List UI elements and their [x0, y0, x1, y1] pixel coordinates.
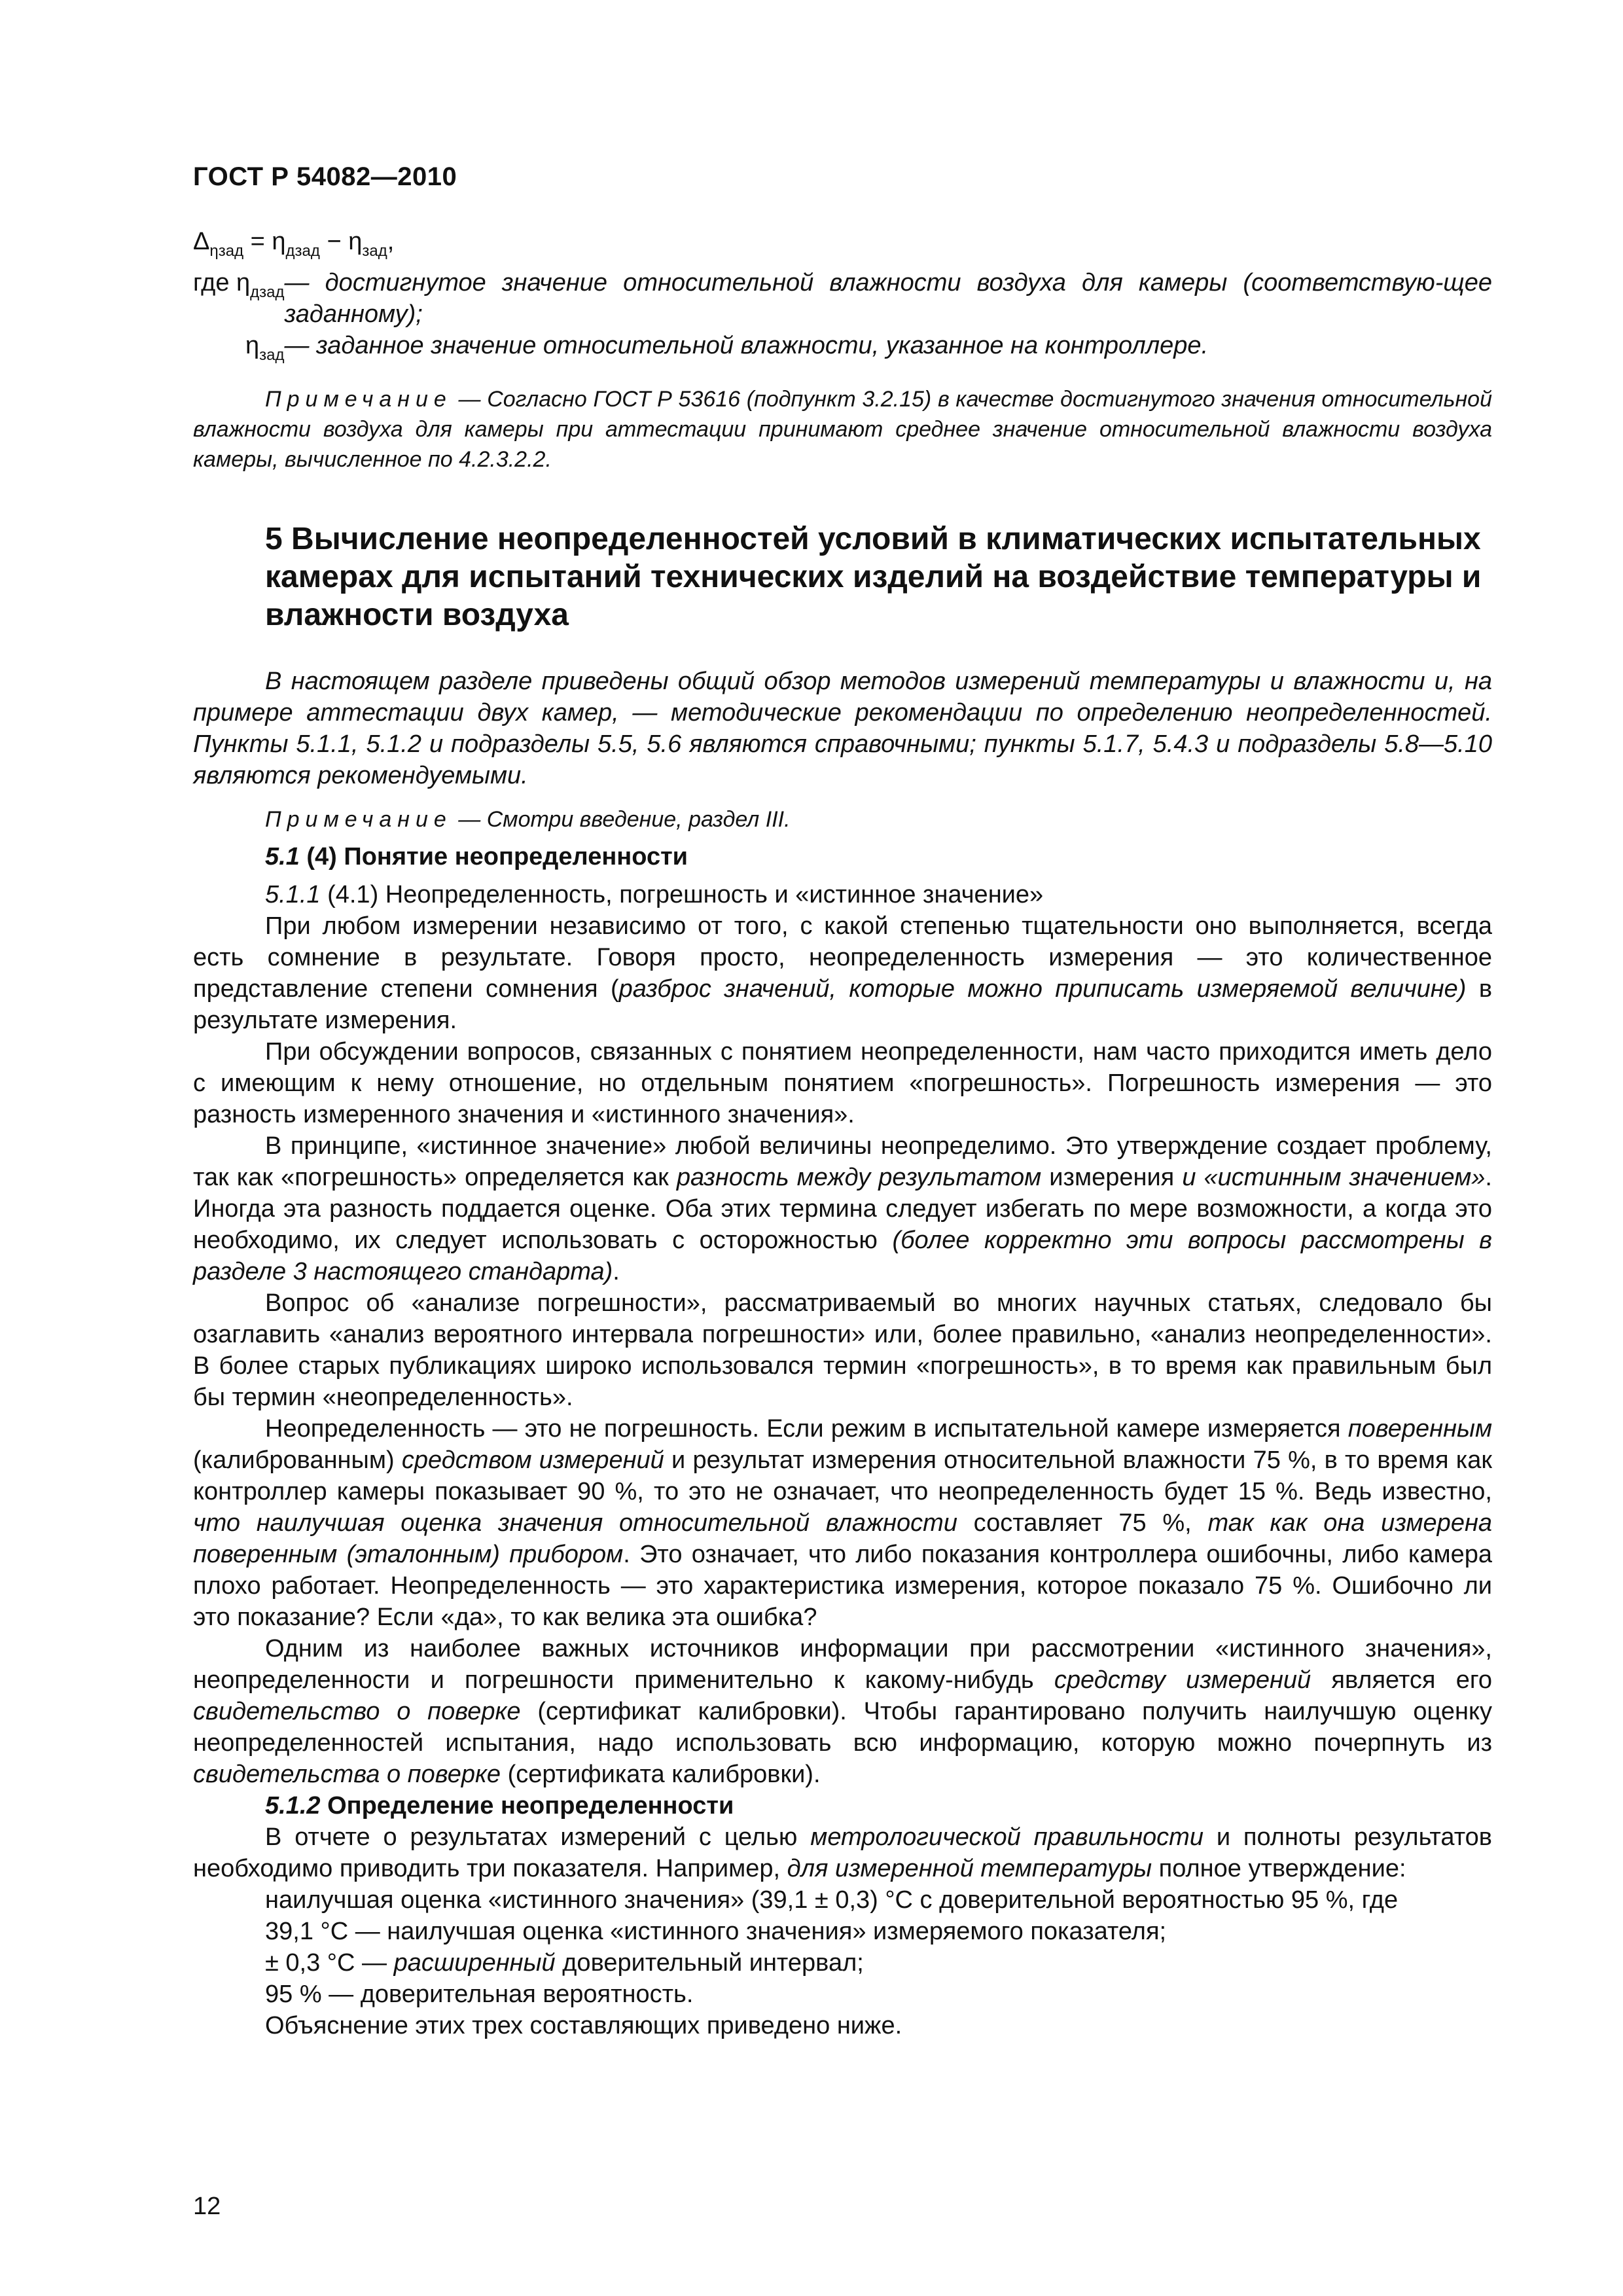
p3-c: . Иногда эта разность поддается оценке. Оба этих термина следует избегать по мере возможности, а когда это необходимо, их следует использовать с осторожностью	[193, 1164, 1492, 1254]
p6-d: (сертификата калибровки).	[501, 1761, 821, 1788]
section-5-title: 5 Вычисление неопределенностей условий в климатических испытательных камерах для испытаний технических изделий на воздействие температуры и влажности воздуха	[265, 522, 1482, 632]
p5-a: Неопределенность — это не погрешность. Если режим в испытательной камере измеряется	[265, 1415, 1348, 1443]
document-header: ГОСТ Р 54082—2010	[193, 162, 457, 191]
l3-a: ± 0,3 °С —	[265, 1949, 394, 1977]
p3-a: В принципе, «истинное значение» любой величины неопределимо. Это утверждение создает проблему, так как «погрешность» определяется как	[193, 1132, 1492, 1191]
p5-e: . Это означает, что либо показания контроллера ошибочны, либо камера плохо работает. Неопределенность — это характеристика измерения, которое показало 75 %. Ошибочно ли это показание? Если «да», то как велика эта ошибка?	[193, 1541, 1493, 1631]
note-1-text: — Согласно ГОСТ Р 53616 (подпункт 3.2.15) в качестве достигнутого значения относительной влажности воздуха для камеры при аттестации принимают среднее значение относительной влажности воздуха камеры, вычисленное по 4.2.3.2.2.	[193, 387, 1492, 472]
note-1	[193, 384, 1492, 475]
paragraph-5	[193, 1413, 1492, 1633]
subsection-5-1-1-heading	[193, 879, 1492, 910]
formula-rhs2-sub: зад	[362, 242, 387, 260]
p6-b: является его	[1311, 1666, 1492, 1694]
legend-sym-1: η	[236, 269, 251, 296]
p6-it1: средству измерений	[1054, 1666, 1311, 1694]
formula-minus: − η	[319, 228, 363, 255]
legend-lead: где	[193, 269, 237, 296]
s511-ref: (4.1)	[320, 881, 385, 908]
l3-it: расширенный	[393, 1949, 556, 1977]
paragraph-3	[193, 1130, 1492, 1287]
p6-c: (сертификат калибровки). Чтобы гарантировано получить наилучшую оценку неопределенностей испытания, надо использовать всю информацию, которую можно почерпнуть из	[193, 1698, 1493, 1757]
p3-it3: (более корректно эти вопросы рассмотрены в разделе 3 настоящего стандарта)	[193, 1227, 1493, 1285]
paragraph-7	[193, 1821, 1492, 1884]
p5-c: и результат измерения относительной влажности 75 %, в то время как контроллер камеры показывает 90 %, то это не означает, что неопределенность будет 15 %. Ведь известно,	[193, 1446, 1492, 1505]
p5-d: составляет 75 %,	[957, 1509, 1208, 1537]
formula-lhs: Δ	[193, 228, 210, 255]
p5-it3: что наилучшая оценка значения относительной влажности	[193, 1509, 957, 1537]
legend-symbol-1	[193, 267, 285, 330]
s51-num: 5.1	[265, 843, 300, 870]
page-content	[193, 226, 1492, 2041]
formula-rhs1-sub: дзад	[285, 242, 320, 260]
note-2	[193, 804, 1492, 834]
legend-sub-2: зад	[259, 346, 285, 364]
p7-it1: метрологической правильности	[810, 1823, 1204, 1851]
subsection-5-1-2-heading	[193, 1790, 1492, 1821]
formula-legend	[193, 267, 1492, 371]
p3-b: измерения	[1041, 1164, 1183, 1191]
p7-a: В отчете о результатах измерений с целью	[265, 1823, 811, 1851]
p5-it2: средством измерений	[401, 1446, 664, 1474]
p7-it2: для измеренной температуры	[787, 1855, 1152, 1882]
p1-end: в результате измерения.	[193, 975, 1493, 1034]
formula-eq: = η	[243, 228, 286, 255]
paragraph-1	[193, 910, 1492, 1036]
p3-d: .	[613, 1258, 620, 1285]
p7-c: полное утверждение:	[1152, 1855, 1406, 1882]
p6-a: Одним из наиболее важных источников информации при рассмотрении «истинного значения», неопределенности и погрешности применительно к какому-нибудь	[193, 1635, 1492, 1694]
note-2-text: — Смотри введение, раздел III.	[452, 807, 791, 832]
note-1-label: Примечание	[265, 387, 452, 412]
s512-title: Определение неопределенности	[320, 1792, 734, 1820]
legend-text-2: — заданное значение относительной влажности, указанное на контроллере.	[284, 332, 1209, 359]
paragraph-4: Вопрос об «анализе погрешности», рассматриваемый во многих научных статьях, следовало бы озаглавить «анализ вероятного интервала погрешности» или, более правильно, «анализ неопределенности». В более старых публикациях широко использовался термин «погрешность», в то время как правильным был бы термин «неопределенность».	[193, 1289, 1492, 1411]
p3-it2: и «истинным значением»	[1182, 1164, 1486, 1191]
s511-num: 5.1.1	[265, 881, 321, 908]
legend-row-1	[193, 267, 1492, 330]
list-line-3	[193, 1947, 1492, 1979]
s512-num: 5.1.2	[265, 1792, 321, 1820]
p7-b: и полноты результатов необходимо приводить три показателя. Например,	[193, 1823, 1492, 1882]
s51-title: Понятие неопределенности	[344, 843, 688, 870]
s511-title: Неопределенность, погрешность и «истинное значение»	[385, 881, 1044, 908]
list-line-1: наилучшая оценка «истинного значения» (39,1 ± 0,3) °С с доверительной вероятностью 95 %, где	[265, 1886, 1399, 1914]
subsection-5-1-heading	[193, 841, 1492, 872]
legend-symbol-2	[245, 330, 285, 371]
legend-sub-1: дзад	[250, 283, 285, 301]
p5-it4: так как она измерена поверенным (эталонным) прибором	[193, 1509, 1492, 1568]
section-5-intro: В настоящем разделе приведены общий обзор методов измерений температуры и влажности и, на примере аттестации двух камер, — методические рекомендации по определению неопределенностей. Пункты 5.1.1, 5.1.2 и подразделы 5.5, 5.6 являются справочными; пункты 5.1.7, 5.4.3 и подразделы 5.8—5.10 являются рекомендуемыми.	[193, 668, 1492, 789]
p5-it1: поверенным	[1347, 1415, 1492, 1443]
p3-it1: разность между результатом	[676, 1164, 1042, 1191]
list-line-2: 39,1 °С — наилучшая оценка «истинного значения» измеряемого показателя;	[265, 1918, 1167, 1945]
formula-lhs-sub: ηзад	[209, 242, 244, 260]
page-number: 12	[193, 2193, 221, 2220]
s51-ref: (4)	[299, 843, 344, 870]
list-line-4: 95 % — доверительная вероятность.	[265, 1981, 694, 2008]
list-line-5: Объяснение этих трех составляющих приведено ниже.	[265, 2012, 902, 2039]
legend-sym-2: η	[245, 332, 260, 359]
p1-text: При любом измерении независимо от того, с какой степенью тщательности оно выполняется, всегда есть сомнение в результате. Говоря просто, неопределенность измерения — это количественное представление степени сомнения (	[193, 912, 1492, 1003]
p6-it2: свидетельство о поверке	[193, 1698, 521, 1725]
paragraph-6	[193, 1633, 1492, 1790]
note-2-label: Примечание	[265, 807, 452, 832]
l3-b: доверительный интервал;	[555, 1949, 864, 1977]
p5-b: (калиброванным)	[193, 1446, 402, 1474]
p1-italic: разброс значений, которые можно приписать измеряемой величине)	[618, 975, 1467, 1003]
paragraph-2: При обсуждении вопросов, связанных с понятием неопределенности, нам часто приходится иметь дело с имеющим к нему отношение, но отдельным понятием «погрешность». Погрешность измерения — это разность измеренного значения и «истинного значения».	[193, 1038, 1492, 1128]
p6-it3: свидетельства о поверке	[193, 1761, 501, 1788]
legend-text-1: — достигнутое значение относительной влажности воздуха для камеры (соответствую-щее заданному);	[284, 269, 1492, 328]
legend-row-2	[193, 330, 1492, 371]
formula	[193, 226, 1492, 267]
formula-tail: ,	[387, 228, 395, 255]
